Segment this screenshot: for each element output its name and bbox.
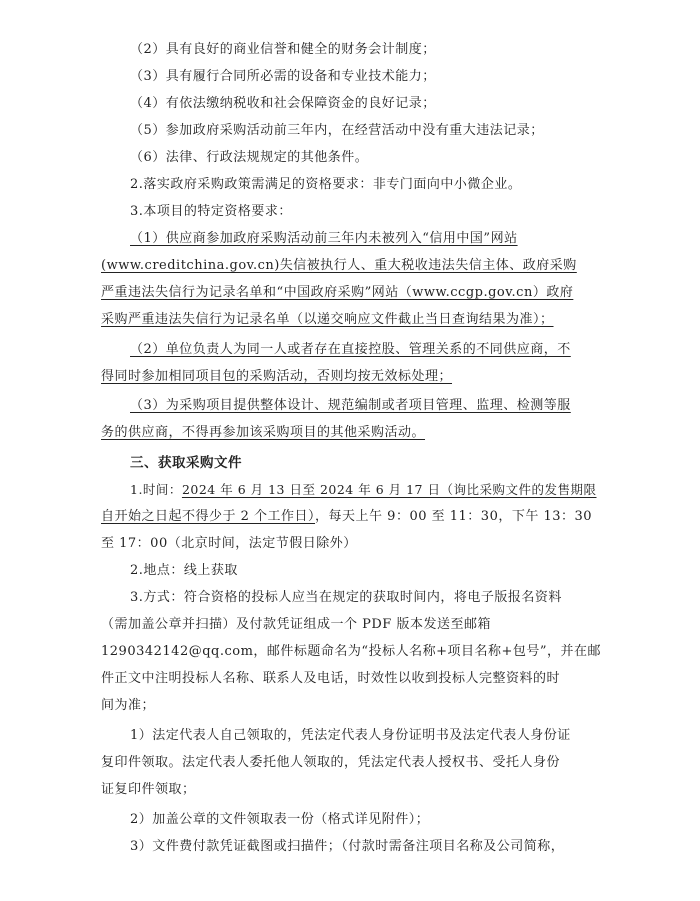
method-line-4: 件正文中注明投标人名称、联系人及电话，时效性以收到投标人完整资料的时	[101, 671, 561, 686]
special-req-3-line-1: （3）为采购项目提供整体设计、规范编制或者项目管理、监理、检测等服	[130, 398, 571, 413]
time-period-underlined: 2024 年 6 月 13 日至 2024 年 6 月 17 日（询比采购文件的发售期限	[181, 482, 597, 497]
section-heading: 三、获取采购文件	[130, 455, 242, 471]
special-req-2-line-2: 得同时参加相同项目包的采购活动，否则均按无效标处理；	[101, 369, 453, 384]
place: 2.地点：线上获取	[130, 563, 238, 578]
policy-requirement: 2.落实政府采购政策需满足的资格要求：非专门面向中小微企业。	[130, 177, 522, 192]
time-line-3: 至 17：00（北京时间，法定节假日除外）	[101, 536, 357, 551]
special-req-2-line-1: （2）单位负责人为同一人或者存在直接控股、管理关系的不同供应商，不	[130, 342, 571, 357]
time-line-1	[130, 477, 601, 503]
special-req-3-line-2: 务的供应商，不得再参加该采购项目的其他采购活动。	[101, 425, 426, 440]
sub-item-1-line-1: 1）法定代表人自己领取的，凭法定代表人身份证明书及法定代表人身份证	[130, 728, 571, 743]
special-req-1-line-3: 严重违法失信行为记录名单和“中国政府采购”网站（www.ccgp.gov.cn）政府	[101, 285, 574, 300]
daily-hours: ，每天上午 9：00 至 11：30，下午 13：30	[315, 509, 593, 524]
time-period-underlined-cont: 自开始之日起不得少于 2 个工作日）	[101, 509, 316, 524]
special-req-1-line-2: (www.creditchina.gov.cn)失信被执行人、重大税收违法失信主体、政府采购	[101, 258, 577, 273]
sub-item-3: 3）文件费付款凭证截图或扫描件；（付款时需备注项目名称及公司简称，	[130, 839, 565, 854]
special-req-1-line-1: （1）供应商参加政府采购活动前三年内未被列入“信用中国”网站	[130, 231, 518, 246]
qualification-2: （2）具有良好的商业信誉和健全的财务会计制度；	[130, 42, 436, 57]
sub-item-1-line-3: 证复印件领取；	[101, 782, 196, 797]
qualification-5: （5）参加政府采购活动前三年内，在经营活动中没有重大违法记录；	[130, 123, 544, 138]
method-line-2: （需加盖公章并扫描）及付款凭证组成一个 PDF 版本发送至邮箱	[101, 617, 491, 632]
sub-item-1-line-2: 复印件领取。法定代表人委托他人领取的，凭法定代表人授权书、受托人身份	[101, 755, 561, 770]
qualification-3: （3）具有履行合同所必需的设备和专业技术能力；	[130, 69, 436, 84]
method-line-3: 1290342142@qq.com，邮件标题命名为“投标人名称+项目名称+包号”，并在邮	[101, 644, 601, 659]
method-line-5: 间为准；	[101, 698, 156, 713]
method-line-1: 3.方式：符合资格的投标人应当在规定的获取时间内，将电子版报名资料	[130, 590, 562, 605]
special-req-1-line-4: 采购严重违法失信行为记录名单（以递交响应文件截止当日查询结果为准）；	[101, 312, 554, 327]
time-line-2	[101, 504, 601, 530]
special-requirements-title: 3.本项目的特定资格要求：	[130, 204, 292, 219]
qualification-4: （4）有依法缴纳税收和社会保障资金的良好记录；	[130, 96, 436, 111]
sub-item-2: 2）加盖公章的文件领取表一份（格式详见附件）；	[130, 812, 430, 827]
qualification-6: （6）法律、行政法规规定的其他条件。	[130, 150, 369, 165]
time-label: 1.时间：	[130, 482, 182, 497]
